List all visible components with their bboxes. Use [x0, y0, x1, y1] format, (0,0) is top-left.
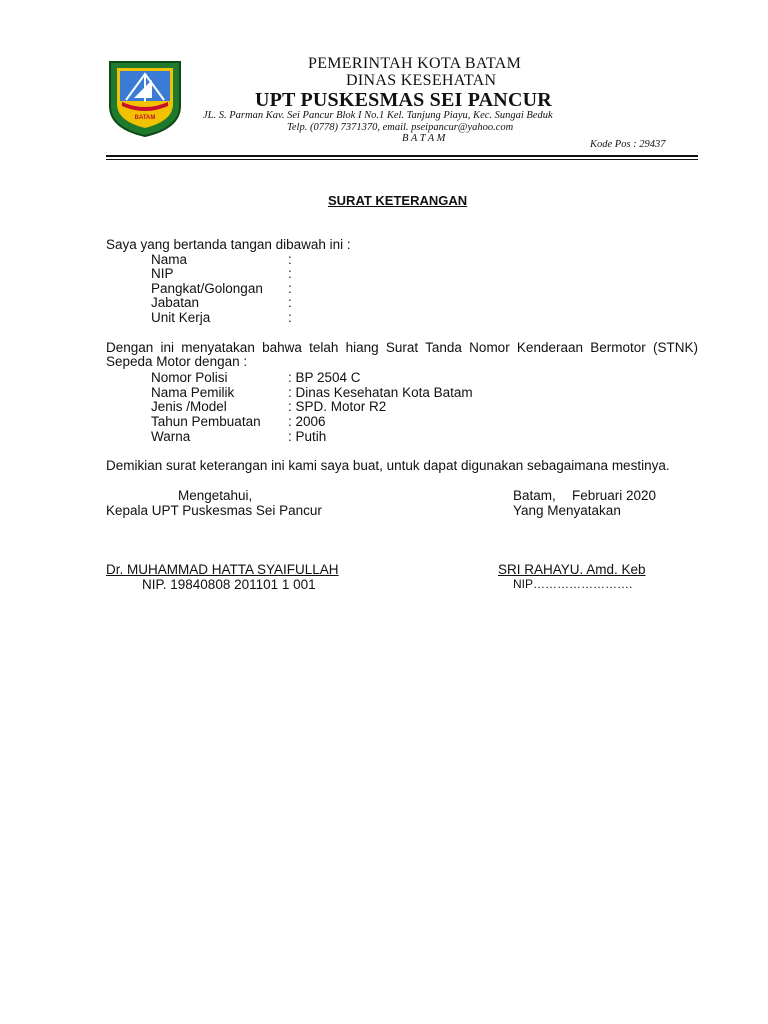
- field-label-nama-pemilik: Nama Pemilik: [151, 385, 235, 400]
- right-sign-name: SRI RAHAYU. Amd. Keb: [498, 562, 646, 577]
- field-label-unit-kerja: Unit Kerja: [151, 310, 211, 325]
- field-label-nama: Nama: [151, 252, 188, 267]
- header-postal-code: Kode Pos : 29437: [590, 139, 666, 150]
- field-value-nomor-polisi: : BP 2504 C: [288, 370, 361, 385]
- field-label-tahun-pembuatan: Tahun Pembuatan: [151, 414, 261, 429]
- field-label-jabatan: Jabatan: [151, 295, 200, 310]
- header-contact: Telp. (0778) 7371370, email. pseipancur@yahoo.com: [287, 122, 514, 133]
- header-institution: UPT PUSKESMAS SEI PANCUR: [255, 89, 552, 111]
- field-value-nama-pemilik: : Dinas Kesehatan Kota Batam: [288, 385, 473, 400]
- field-label-nomor-polisi: Nomor Polisi: [151, 370, 228, 385]
- statement-line-1: [106, 340, 698, 355]
- field-label-jenis-model: Jenis /Model: [151, 399, 227, 414]
- header-city: B A T A M: [402, 133, 446, 144]
- right-sign-role: Yang Menyatakan: [513, 503, 621, 518]
- header-address: JL. S. Parman Kav. Sei Pancur Blok I No.1 Kel. Tanjung Piayu, Kec. Sungai Beduk: [203, 110, 553, 121]
- closing-text: Demikian surat keterangan ini kami saya buat, untuk dapat digunakan sebagaimana mestinya.: [106, 458, 670, 473]
- field-value-jenis-model: : SPD. Motor R2: [288, 399, 387, 414]
- left-sign-name: Dr. MUHAMMAD HATTA SYAIFULLAH: [106, 562, 339, 577]
- header-department: DINAS KESEHATAN: [346, 72, 497, 89]
- field-value-nama: :: [288, 252, 292, 267]
- right-sign-city: Batam,: [513, 488, 556, 503]
- header-divider-thick: [106, 155, 698, 157]
- field-value-pangkat: :: [288, 281, 292, 296]
- intro-text: Saya yang bertanda tangan dibawah ini :: [106, 237, 351, 252]
- statement-line-2: Sepeda Motor dengan :: [106, 354, 248, 369]
- left-sign-acknowledged: Mengetahui,: [178, 488, 253, 503]
- right-sign-nip: NIP…………………….: [513, 577, 633, 591]
- field-value-nip: :: [288, 266, 292, 281]
- left-sign-position: Kepala UPT Puskesmas Sei Pancur: [106, 503, 322, 518]
- field-value-unit-kerja: :: [288, 310, 292, 325]
- batam-city-emblem: [106, 58, 184, 138]
- field-label-nip: NIP: [151, 266, 174, 281]
- logo-text: BATAM: [134, 115, 156, 121]
- header-divider-thin: [106, 159, 698, 160]
- field-value-tahun-pembuatan: : 2006: [288, 414, 326, 429]
- right-sign-date: Februari 2020: [572, 488, 657, 503]
- field-value-warna: : Putih: [288, 429, 327, 444]
- statement-line-1-text: Dengan ini menyatakan bahwa telah hiang Surat Tanda Nomor Kenderaan Bermotor (STNK): [106, 340, 698, 355]
- header-government: PEMERINTAH KOTA BATAM: [308, 55, 522, 72]
- field-label-pangkat: Pangkat/Golongan: [151, 281, 263, 296]
- left-sign-nip: NIP. 19840808 201101 1 001: [142, 577, 316, 592]
- field-value-jabatan: :: [288, 295, 292, 310]
- field-label-warna: Warna: [151, 429, 191, 444]
- document-title: SURAT KETERANGAN: [328, 193, 468, 208]
